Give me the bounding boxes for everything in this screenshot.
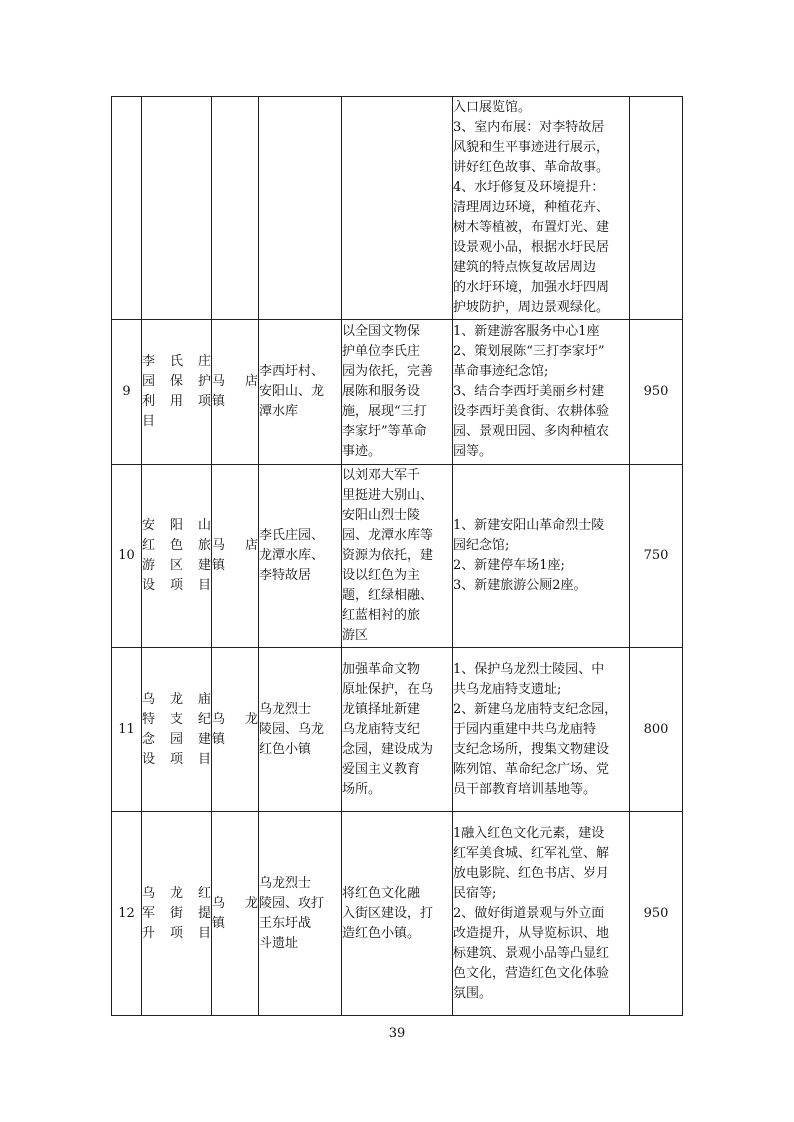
- town-line: 镇: [212, 915, 226, 931]
- goal-line: 以全国文物保: [342, 324, 421, 339]
- content-line: 标建筑、景观小品等凸显红: [453, 945, 610, 961]
- name-line: 念园建: [142, 731, 211, 747]
- location-cell: [259, 648, 342, 812]
- content-cell: [453, 812, 630, 1016]
- goal-line: 游区: [342, 628, 369, 643]
- content-line: 3、结合李西圩美丽乡村建: [453, 384, 605, 399]
- content-line: 陈列馆、革命纪念广场、党: [453, 761, 610, 777]
- goal-line: 李家圩”等革命: [342, 424, 427, 439]
- location-line: 安阳山、龙: [259, 384, 325, 399]
- project-name-cell: [142, 320, 212, 465]
- town-cell: [212, 648, 259, 812]
- town-line: 镇: [212, 558, 226, 573]
- name-line: 乌龙红: [142, 885, 211, 901]
- content-line: 2、新建停车场1座;: [453, 558, 565, 573]
- goal-cell: [342, 320, 453, 465]
- item-number-cell: 12: [112, 812, 142, 1016]
- name-line: 李氏庄: [142, 354, 211, 369]
- name-line: 设项目: [142, 751, 211, 767]
- location-line: 斗遗址: [259, 935, 299, 951]
- content-line: 氛围。: [453, 985, 493, 1001]
- content-line: 1、新建安阳山革命烈士陵: [453, 518, 605, 533]
- content-line: 2、做好街道景观与外立面: [453, 905, 605, 921]
- content-line: 园等。: [453, 444, 493, 459]
- investment-cell: 950: [630, 812, 683, 1016]
- town-line: 马店: [212, 374, 258, 389]
- town-line: 乌龙: [212, 895, 258, 911]
- goal-cell: [342, 648, 453, 812]
- investment-cell: 750: [630, 465, 683, 648]
- goal-line: 原址保护，在乌: [342, 681, 434, 697]
- content-line: 建筑的特点恢复故居周边: [453, 260, 597, 275]
- name-line: 安阳山: [142, 518, 211, 533]
- project-name-cell: [142, 97, 212, 320]
- location-line: 李特故居: [259, 568, 312, 583]
- content-line: 园、景观田园、多肉种植农: [453, 424, 610, 439]
- item-number-cell: 9: [112, 320, 142, 465]
- content-cell: [453, 320, 630, 465]
- content-cell: [453, 465, 630, 648]
- goal-line: 园为依托，完善: [342, 364, 434, 379]
- goal-line: 施，展现“三打: [342, 404, 427, 419]
- goal-line: 乌龙庙特支纪: [342, 721, 421, 737]
- investment-cell: 800: [630, 648, 683, 812]
- location-line: 李西圩村、: [259, 364, 325, 379]
- content-line: 民宿等;: [453, 885, 497, 901]
- name-line: 升项目: [142, 925, 211, 941]
- town-cell: [212, 812, 259, 1016]
- content-line: 3、新建旅游公厕2座。: [453, 578, 587, 593]
- location-line: 陵园、攻打: [259, 895, 325, 911]
- content-line: 2、新建乌龙庙特支纪念园，: [453, 701, 618, 717]
- content-line: 于园内重建中共乌龙庙特: [453, 721, 597, 737]
- goal-line: 里挺进大别山、: [342, 488, 434, 503]
- location-cell: [259, 97, 342, 320]
- goal-line: 念园，建设成为: [342, 741, 434, 757]
- goal-line: 护单位李氏庄: [342, 344, 421, 359]
- content-line: 支纪念场所，搜集文物建设: [453, 741, 610, 757]
- name-line: 乌龙庙: [142, 691, 211, 707]
- content-line: 风貌和生平事迹进行展示，: [453, 140, 610, 155]
- investment-cell: 950: [630, 320, 683, 465]
- name-line: 特支纪: [142, 711, 211, 727]
- goal-line: 事迹。: [342, 444, 382, 459]
- content-cell: [453, 97, 630, 320]
- goal-line: 园、龙潭水库等: [342, 528, 434, 543]
- table-row: [112, 320, 683, 465]
- location-cell: [259, 320, 342, 465]
- location-line: 乌龙烈士: [259, 701, 312, 717]
- content-line: 3、室内布展：对李特故居: [453, 120, 605, 135]
- town-cell: [212, 465, 259, 648]
- item-number-cell: 11: [112, 648, 142, 812]
- name-line: 目: [142, 414, 156, 429]
- content-line: 设景观小品，根据水圩民居: [453, 240, 610, 255]
- item-number-cell: [112, 97, 142, 320]
- table-row: [112, 465, 683, 648]
- content-line: 共乌龙庙特支遗址;: [453, 681, 562, 697]
- goal-line: 加强革命文物: [342, 661, 421, 677]
- content-line: 红军美食城、红军礼堂、解: [453, 845, 610, 861]
- town-cell: [212, 320, 259, 465]
- name-line: 设项目: [142, 578, 211, 593]
- name-line: 游区建: [142, 558, 211, 573]
- table-row: [112, 812, 683, 1016]
- town-line: 镇: [212, 394, 226, 409]
- goal-line: 安阳山烈士陵: [342, 508, 421, 523]
- goal-line: 展陈和服务设: [342, 384, 421, 399]
- content-line: 讲好红色故事、革命故事。: [453, 160, 610, 175]
- content-line: 设李西圩美食街、农耕体验: [453, 404, 610, 419]
- location-cell: [259, 812, 342, 1016]
- content-line: 入口展览馆。: [453, 100, 532, 115]
- table-row: [112, 97, 683, 320]
- content-line: 1、新建游客服务中心1座: [453, 324, 600, 339]
- content-line: 1融入红色文化元素，建设: [453, 825, 605, 841]
- content-cell: [453, 648, 630, 812]
- goal-line: 场所。: [342, 781, 382, 797]
- goal-line: 设以红色为主: [342, 568, 421, 583]
- content-line: 革命事迹纪念馆;: [453, 364, 549, 379]
- location-line: 乌龙烈士: [259, 875, 312, 891]
- location-cell: [259, 465, 342, 648]
- investment-cell: [630, 97, 683, 320]
- goal-line: 爱国主义教育: [342, 761, 421, 777]
- project-name-cell: [142, 812, 212, 1016]
- content-line: 树木等植被，布置灯光、建: [453, 220, 610, 235]
- goal-cell: [342, 812, 453, 1016]
- name-line: 园保护: [142, 374, 211, 389]
- content-line: 1、保护乌龙烈士陵园、中: [453, 661, 605, 677]
- name-line: 利用项: [142, 394, 211, 409]
- goal-line: 将红色文化融: [342, 885, 421, 901]
- goal-line: 资源为依托，建: [342, 548, 434, 563]
- goal-line: 题，红绿相融、: [342, 588, 434, 603]
- item-number-cell: 10: [112, 465, 142, 648]
- location-line: 红色小镇: [259, 741, 312, 757]
- goal-line: 入街区建设，打: [342, 905, 434, 921]
- location-line: 陵园、乌龙: [259, 721, 325, 737]
- location-line: 龙潭水库、: [259, 548, 325, 563]
- content-line: 员干部教育培训基地等。: [453, 781, 597, 797]
- location-line: 李氏庄园、: [259, 528, 325, 543]
- content-line: 园纪念馆;: [453, 538, 510, 553]
- content-line: 的水圩环境，加强水圩四周: [453, 280, 610, 295]
- project-table: [111, 96, 683, 1016]
- name-line: 红色旅: [142, 538, 211, 553]
- content-line: 改造提升，从导览标识、地: [453, 925, 610, 941]
- content-line: 护坡防护，周边景观绿化。: [453, 300, 610, 315]
- location-line: 王东圩战: [259, 915, 312, 931]
- table-row: [112, 648, 683, 812]
- goal-cell: [342, 97, 453, 320]
- goal-line: 红蓝相衬的旅: [342, 608, 421, 623]
- town-line: 马店: [212, 538, 258, 553]
- goal-cell: [342, 465, 453, 648]
- content-line: 4、水圩修复及环境提升：: [453, 180, 605, 195]
- town-line: 乌龙: [212, 711, 258, 727]
- goal-line: 龙镇择址新建: [342, 701, 421, 717]
- goal-line: 造红色小镇。: [342, 925, 421, 941]
- page-number: 39: [388, 1026, 406, 1041]
- content-line: 清理周边环境，种植花卉、: [453, 200, 610, 215]
- project-name-cell: [142, 465, 212, 648]
- project-name-cell: [142, 648, 212, 812]
- town-cell: [212, 97, 259, 320]
- content-line: 2、策划展陈“三打李家圩”: [453, 344, 605, 359]
- content-line: 放电影院、红色书店、岁月: [453, 865, 610, 881]
- goal-line: 以刘邓大军千: [342, 468, 421, 483]
- content-line: 色文化，营造红色文化体验: [453, 965, 610, 981]
- town-line: 镇: [212, 731, 226, 747]
- location-line: 潭水库: [259, 404, 299, 419]
- name-line: 军街提: [142, 905, 211, 921]
